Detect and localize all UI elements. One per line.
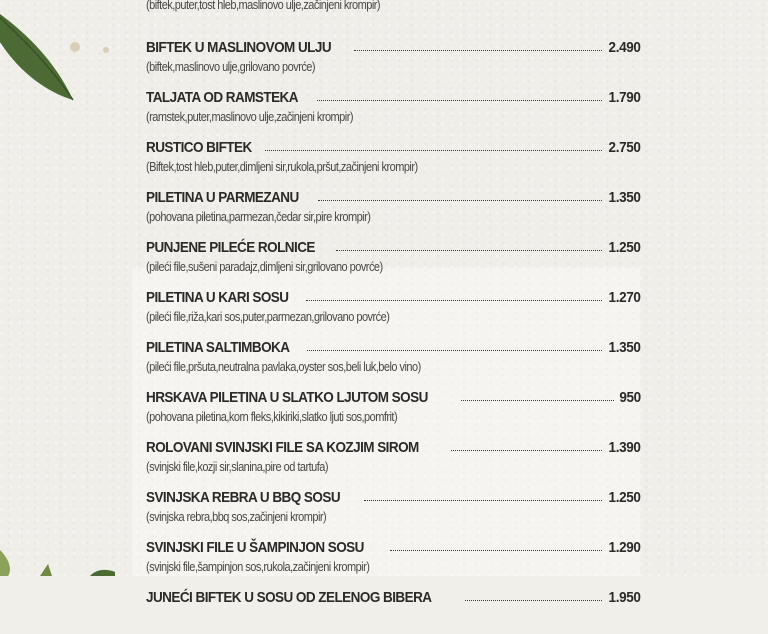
menu-item [146,334,641,384]
item-price: 2.750 [609,139,641,156]
item-price: 1.250 [609,489,641,506]
item-description: (svinjski file,kozji sir,slanina,pire od tartufa) [146,460,328,474]
item-description: (svinjska rebra,bbq sos,začinjeni krompir) [146,510,327,524]
menu-item [146,534,641,584]
item-name: PUNJENE PILEĆE ROLNICE [146,239,315,256]
item-price: 1.790 [609,89,641,106]
menu-item [146,234,641,284]
item-description: (pohovana piletina,parmezan,čedar sir,pire krompir) [146,210,371,224]
item-description: (pileći file,sušeni paradajz,dimljeni sir,grilovano povrće) [146,260,383,274]
menu-item [146,134,641,184]
item-price: 1.390 [609,439,641,456]
item-description: (pileći file,pršuta,neutralna pavlaka,oyster sos,beli luk,belo vino) [146,360,421,374]
item-name: PILETINA U PARMEZANU [146,189,299,206]
item-name: PILETINA U KARI SOSU [146,289,289,306]
dot-leader [354,50,603,51]
item-name: PILETINA SALTIMBOKA [146,339,290,356]
menu-item [146,0,641,34]
item-price: 1.350 [609,189,641,206]
dot-leader [336,250,603,251]
item-name: HRSKAVA PILETINA U SLATKO LJUTOM SOSU [146,389,428,406]
dot-leader [317,100,603,101]
item-description: (pileći file,riža,kari sos,puter,parmezan,grilovano povrće) [146,310,390,324]
menu-item [146,84,641,134]
item-price: 1.290 [609,539,641,556]
item-name: RUSTICO BIFTEK [146,139,252,156]
item-price: 1.950 [609,589,641,606]
dot-leader [465,600,602,601]
menu-item [146,584,641,634]
item-price: 950 [619,389,641,406]
item-price: 1.250 [609,239,641,256]
menu-item [146,384,641,434]
dot-leader [265,150,602,151]
dot-leader [461,400,614,401]
menu-item [146,284,641,334]
menu-item [146,434,641,484]
item-description: (Biftek,tost hleb,puter,dimljeni sir,rukola,pršut,začinjeni krompir) [146,160,418,174]
item-description: (pohovana piletina,korn fleks,kikiriki,slatko ljuti sos,pomfrit) [146,410,398,424]
item-name: TALJATA OD RAMSTEKA [146,89,298,106]
menu-list [146,0,641,634]
dot-leader [451,450,602,451]
dot-leader [390,550,602,551]
item-name: BIFTEK U MASLINOVOM ULJU [146,39,332,56]
item-description: (ramstek,puter,maslinovo ulje,začinjeni krompir) [146,110,353,124]
menu-item [146,184,641,234]
menu-item [146,484,641,534]
dot-leader [306,300,602,301]
item-description: (svinjski file,šampinjon sos,rukola,začinjeni krompir) [146,560,370,574]
item-description: (biftek,maslinovo ulje,grilovano povrće) [146,60,316,74]
item-name: ROLOVANI SVINJSKI FILE SA KOZJIM SIROM [146,439,419,456]
decor-spot [70,42,80,52]
item-name: SVINJSKI FILE U ŠAMPINJON SOSU [146,539,364,556]
item-name: SVINJSKA REBRA U BBQ SOSU [146,489,341,506]
dot-leader [364,500,603,501]
decor-spot [103,47,109,53]
menu-item [146,34,641,84]
dot-leader [318,200,603,201]
leaf-bottom-icon [0,540,120,576]
dot-leader [307,350,602,351]
item-price: 1.350 [609,339,641,356]
item-name: JUNEĆI BIFTEK U SOSU OD ZELENOG BIBERA [146,589,432,606]
olive-leaf-icon [0,0,100,110]
item-price: 2.490 [609,39,641,56]
item-price: 1.270 [609,289,641,306]
item-description: (biftek,puter,tost hleb,maslinovo ulje,začinjeni krompir) [146,0,381,12]
